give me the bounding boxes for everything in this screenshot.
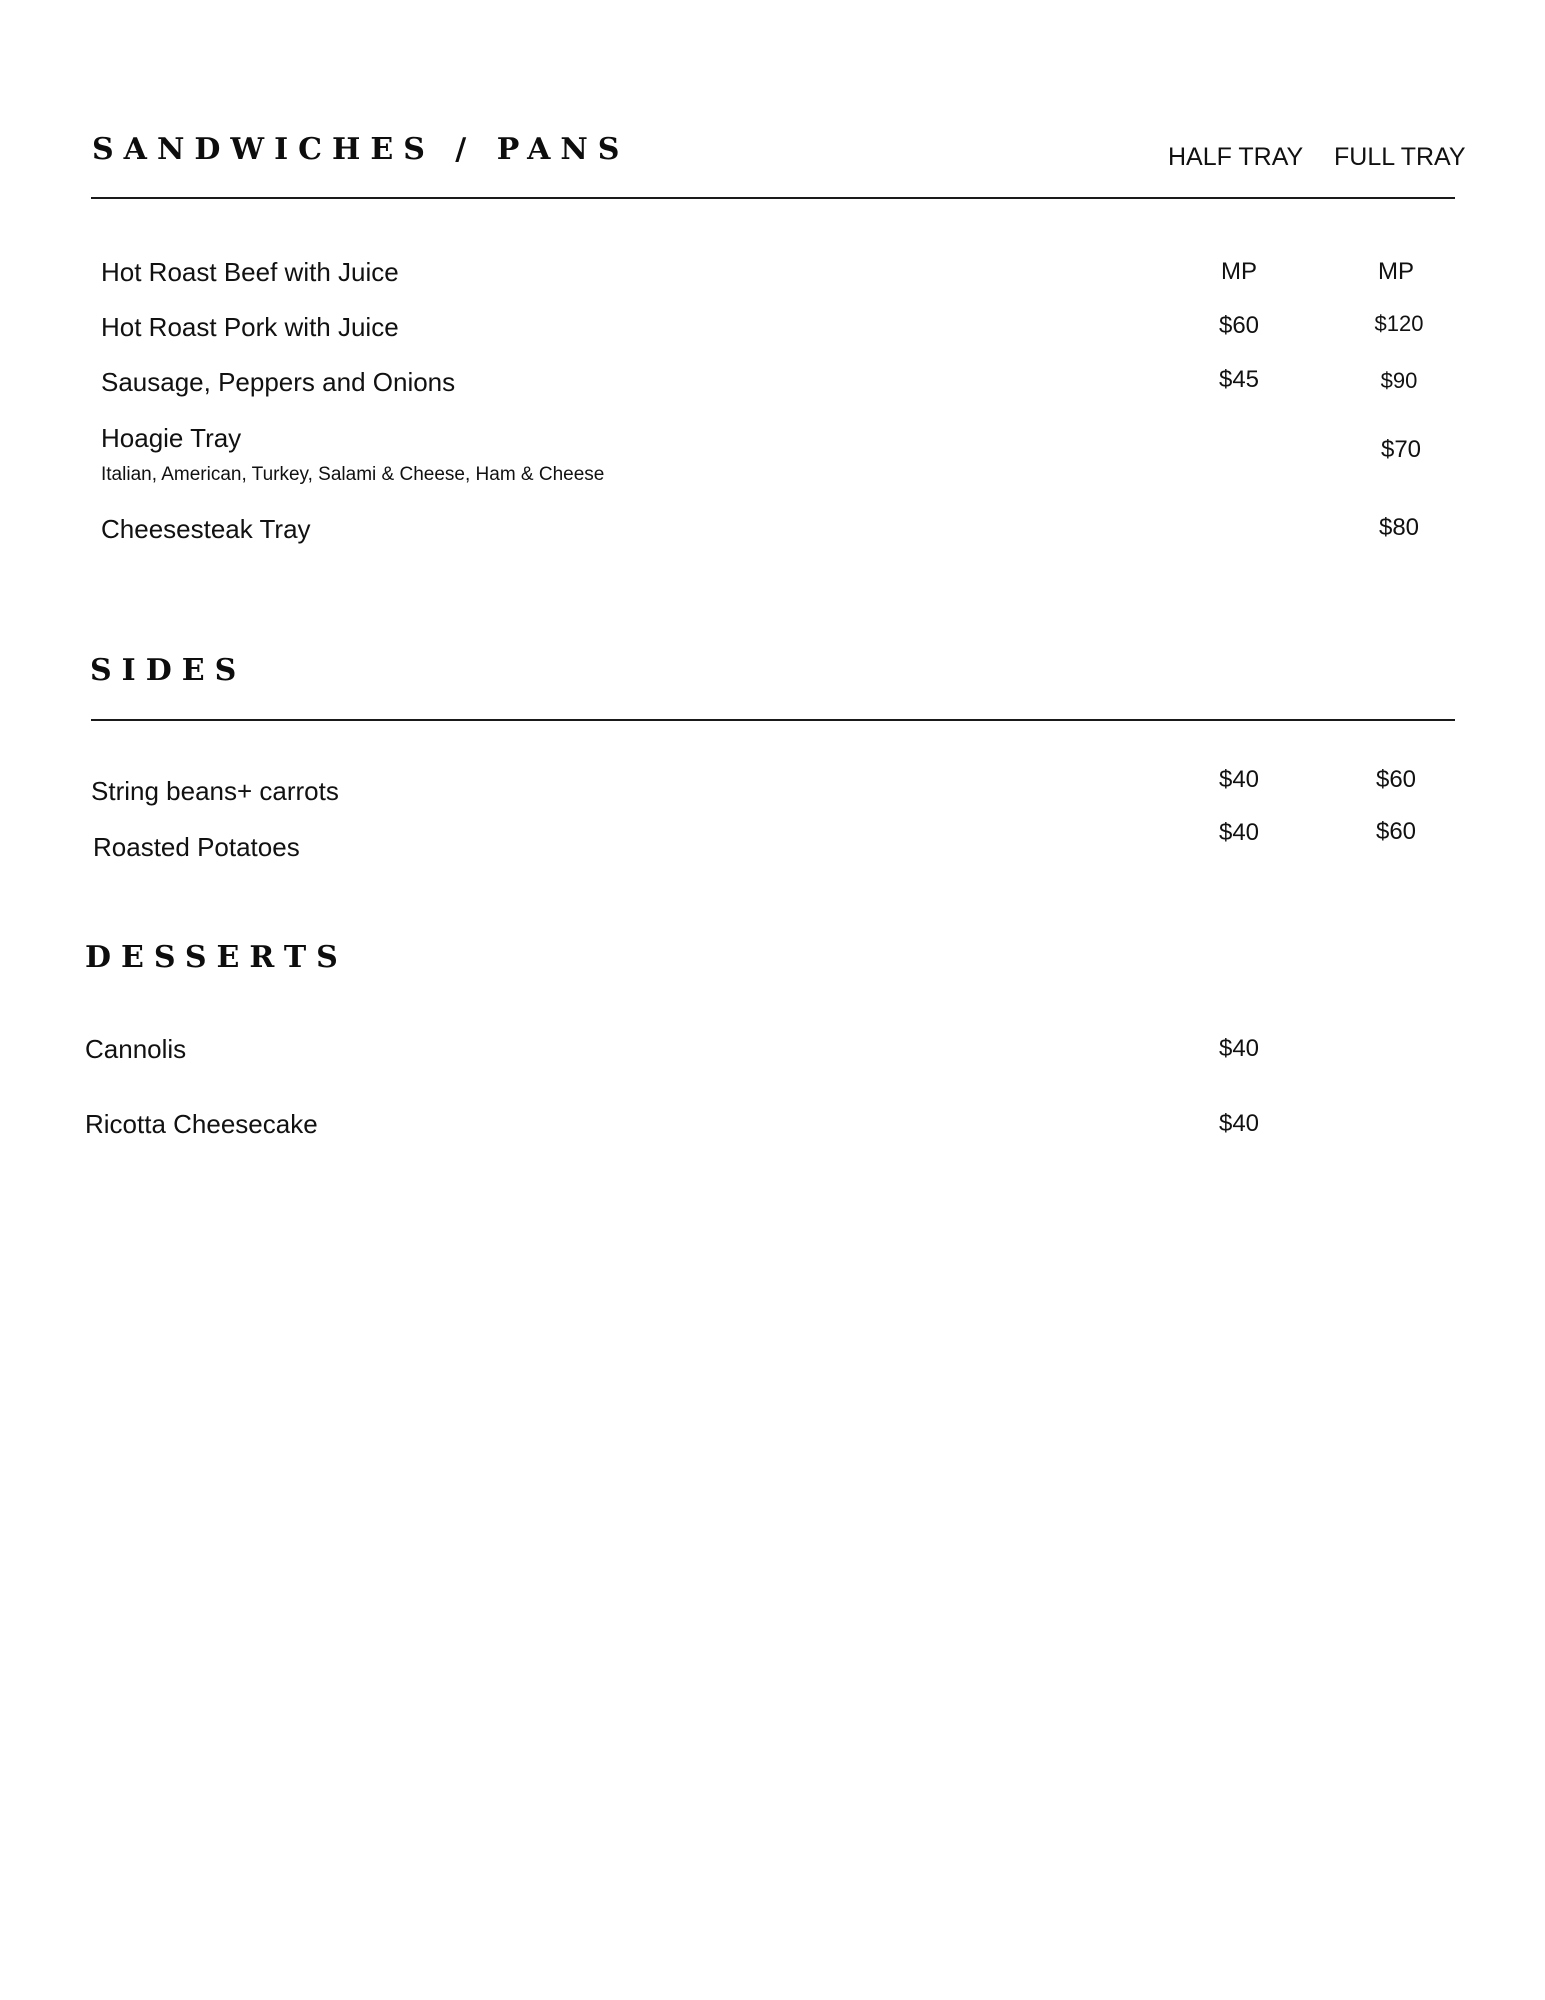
menu-item-name: Cannolis (85, 1034, 187, 1064)
menu-item-name: Roasted Potatoes (93, 832, 300, 862)
menu-item-half-price: MP (1221, 258, 1257, 285)
column-header-full-tray: FULL TRAY (1334, 143, 1466, 171)
menu-item-price: $40 (1218, 1110, 1260, 1137)
section-heading-sandwiches: SANDWICHES / PANS (92, 132, 630, 167)
menu-item-name: Cheesesteak Tray (101, 514, 311, 544)
menu-item-full-price: $80 (1378, 514, 1420, 541)
menu-item-full-price: $70 (1380, 436, 1422, 463)
menu-item-full-price: $120 (1374, 311, 1424, 336)
menu-item-description: Italian, American, Turkey, Salami & Cheese, Ham & Cheese (101, 464, 605, 485)
menu-item-half-price: $45 (1218, 366, 1260, 393)
menu-item-name: Ricotta Cheesecake (85, 1109, 318, 1139)
section-heading-desserts: DESSERTS (85, 940, 348, 975)
section-divider-sandwiches (91, 197, 1455, 199)
menu-item-half-price: $60 (1218, 312, 1260, 339)
menu-item-full-price: $60 (1375, 818, 1417, 845)
menu-item-name: String beans+ carrots (91, 776, 339, 806)
menu-item-price: $40 (1218, 1035, 1260, 1062)
section-divider-sides (91, 719, 1455, 721)
section-heading-sides: SIDES (90, 653, 247, 688)
menu-item-name: Hot Roast Pork with Juice (101, 312, 399, 342)
menu-item-full-price: $60 (1375, 766, 1417, 793)
menu-item-half-price: $40 (1218, 766, 1260, 793)
menu-item-name: Sausage, Peppers and Onions (101, 367, 456, 397)
column-header-half-tray: HALF TRAY (1168, 143, 1304, 171)
menu-item-full-price: MP (1378, 258, 1414, 285)
menu-item-name: Hoagie Tray (101, 423, 242, 453)
menu-item-full-price: $90 (1380, 368, 1418, 393)
menu-item-half-price: $40 (1218, 819, 1260, 846)
menu-item-name: Hot Roast Beef with Juice (101, 257, 399, 287)
